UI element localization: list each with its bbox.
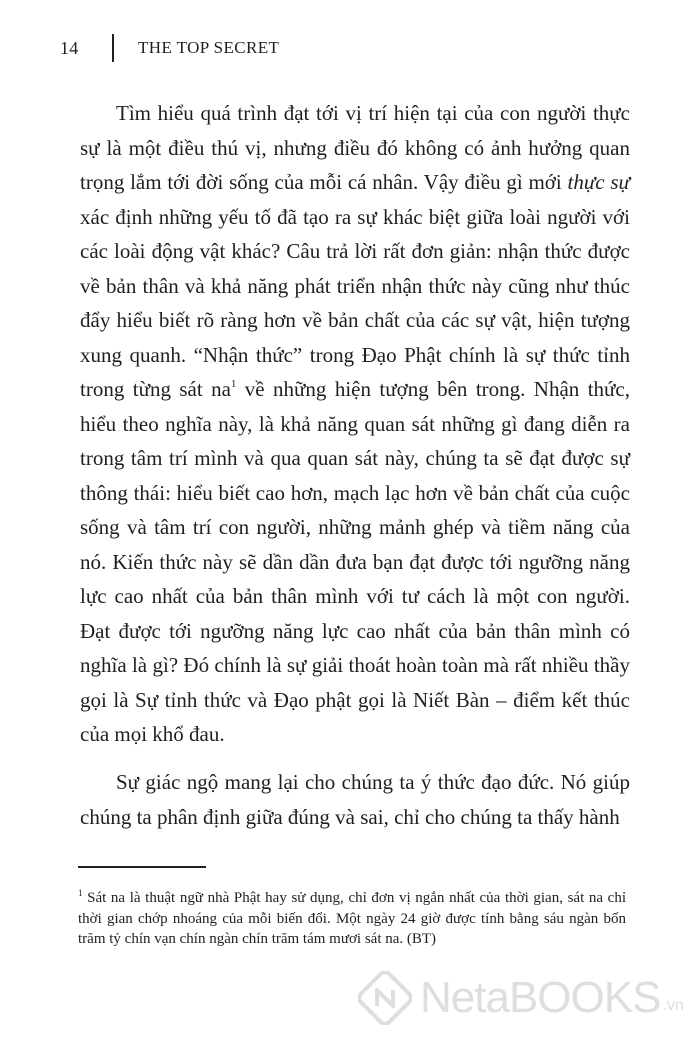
emphasis-text: thực sự	[567, 170, 630, 194]
netabooks-logo-icon	[358, 971, 412, 1025]
paragraph-1-text-b: xác định những yếu tố đã tạo ra sự khác biệt giữa loài người với các loài động vật khác? Câu trả lời rất đơn giản: nhận thức được về bản thân và khả năng phát triển nhận thức này cũng như thúc đẩy hiểu biết rõ ràng hơn về bản chất của các sự vật, hiện tượng xung quanh. “Nhận thức” trong Đạo Phật chính là sự thức tỉnh trong từng sát na	[80, 204, 630, 401]
running-title: THE TOP SECRET	[138, 38, 280, 57]
footnote	[78, 888, 626, 950]
paragraph-2	[80, 765, 630, 834]
watermark-brand: NetaBOOKS	[420, 973, 661, 1022]
footnote-text: Sát na là thuật ngữ nhà Phật hay sử dụng, chỉ đơn vị ngắn nhất của thời gian, sát na chỉ thời gian chớp nhoáng của mỗi biến đổi. Một ngày 24 giờ được tính bằng sáu ngàn bốn trăm tỷ chín vạn chín ngàn chín trăm tám mươi sát na. (BT)	[78, 890, 626, 947]
paragraph-1-text-c: về những hiện tượng bên trong. Nhận thức, hiểu theo nghĩa này, là khả năng quan sát những gì đang diễn ra trong tâm trí mình và qua quan sát này, chúng ta sẽ đạt được sự thông thái: hiểu biết cao hơn, mạch lạc hơn về bản chất của cuộc sống và tâm trí con người, những mảnh ghép và tiềm năng của nó. Kiến thức này sẽ dần dần đưa bạn đạt được tới ngưỡng năng lực cao nhất của bản thân mình với tư cách là một con người. Đạt được tới ngưỡng năng lực cao nhất của bản thân mình có nghĩa là gì? Đó chính là sự giải thoát hoàn toàn mà rất nhiều thầy gọi là Sự tỉnh thức và Đạo phật gọi là Niết Bàn – điểm kết thúc của mọi khổ đau.	[80, 377, 630, 746]
watermark-suffix: .vn	[662, 997, 684, 1014]
paragraph-2-text: Sự giác ngộ mang lại cho chúng ta ý thức đạo đức. Nó giúp chúng ta phân định giữa đúng và sai, chỉ cho chúng ta thấy hành	[80, 770, 630, 829]
paragraph-1	[80, 96, 630, 752]
page-number: 14	[60, 37, 79, 58]
footnote-marker: 1	[78, 888, 83, 898]
footnote-reference: 1	[230, 378, 237, 390]
header-divider	[112, 34, 114, 62]
paragraph-1-text-a: Tìm hiểu quá trình đạt tới vị trí hiện tại của con người thực sự là một điều thú vị, nhưng điều đó không có ảnh hưởng quan trọng lắm tới đời sống của mỗi cá nhân. Vậy điều gì mới	[80, 101, 630, 194]
page-header	[60, 34, 279, 62]
footnote-divider	[78, 866, 206, 868]
watermark	[358, 958, 700, 1038]
